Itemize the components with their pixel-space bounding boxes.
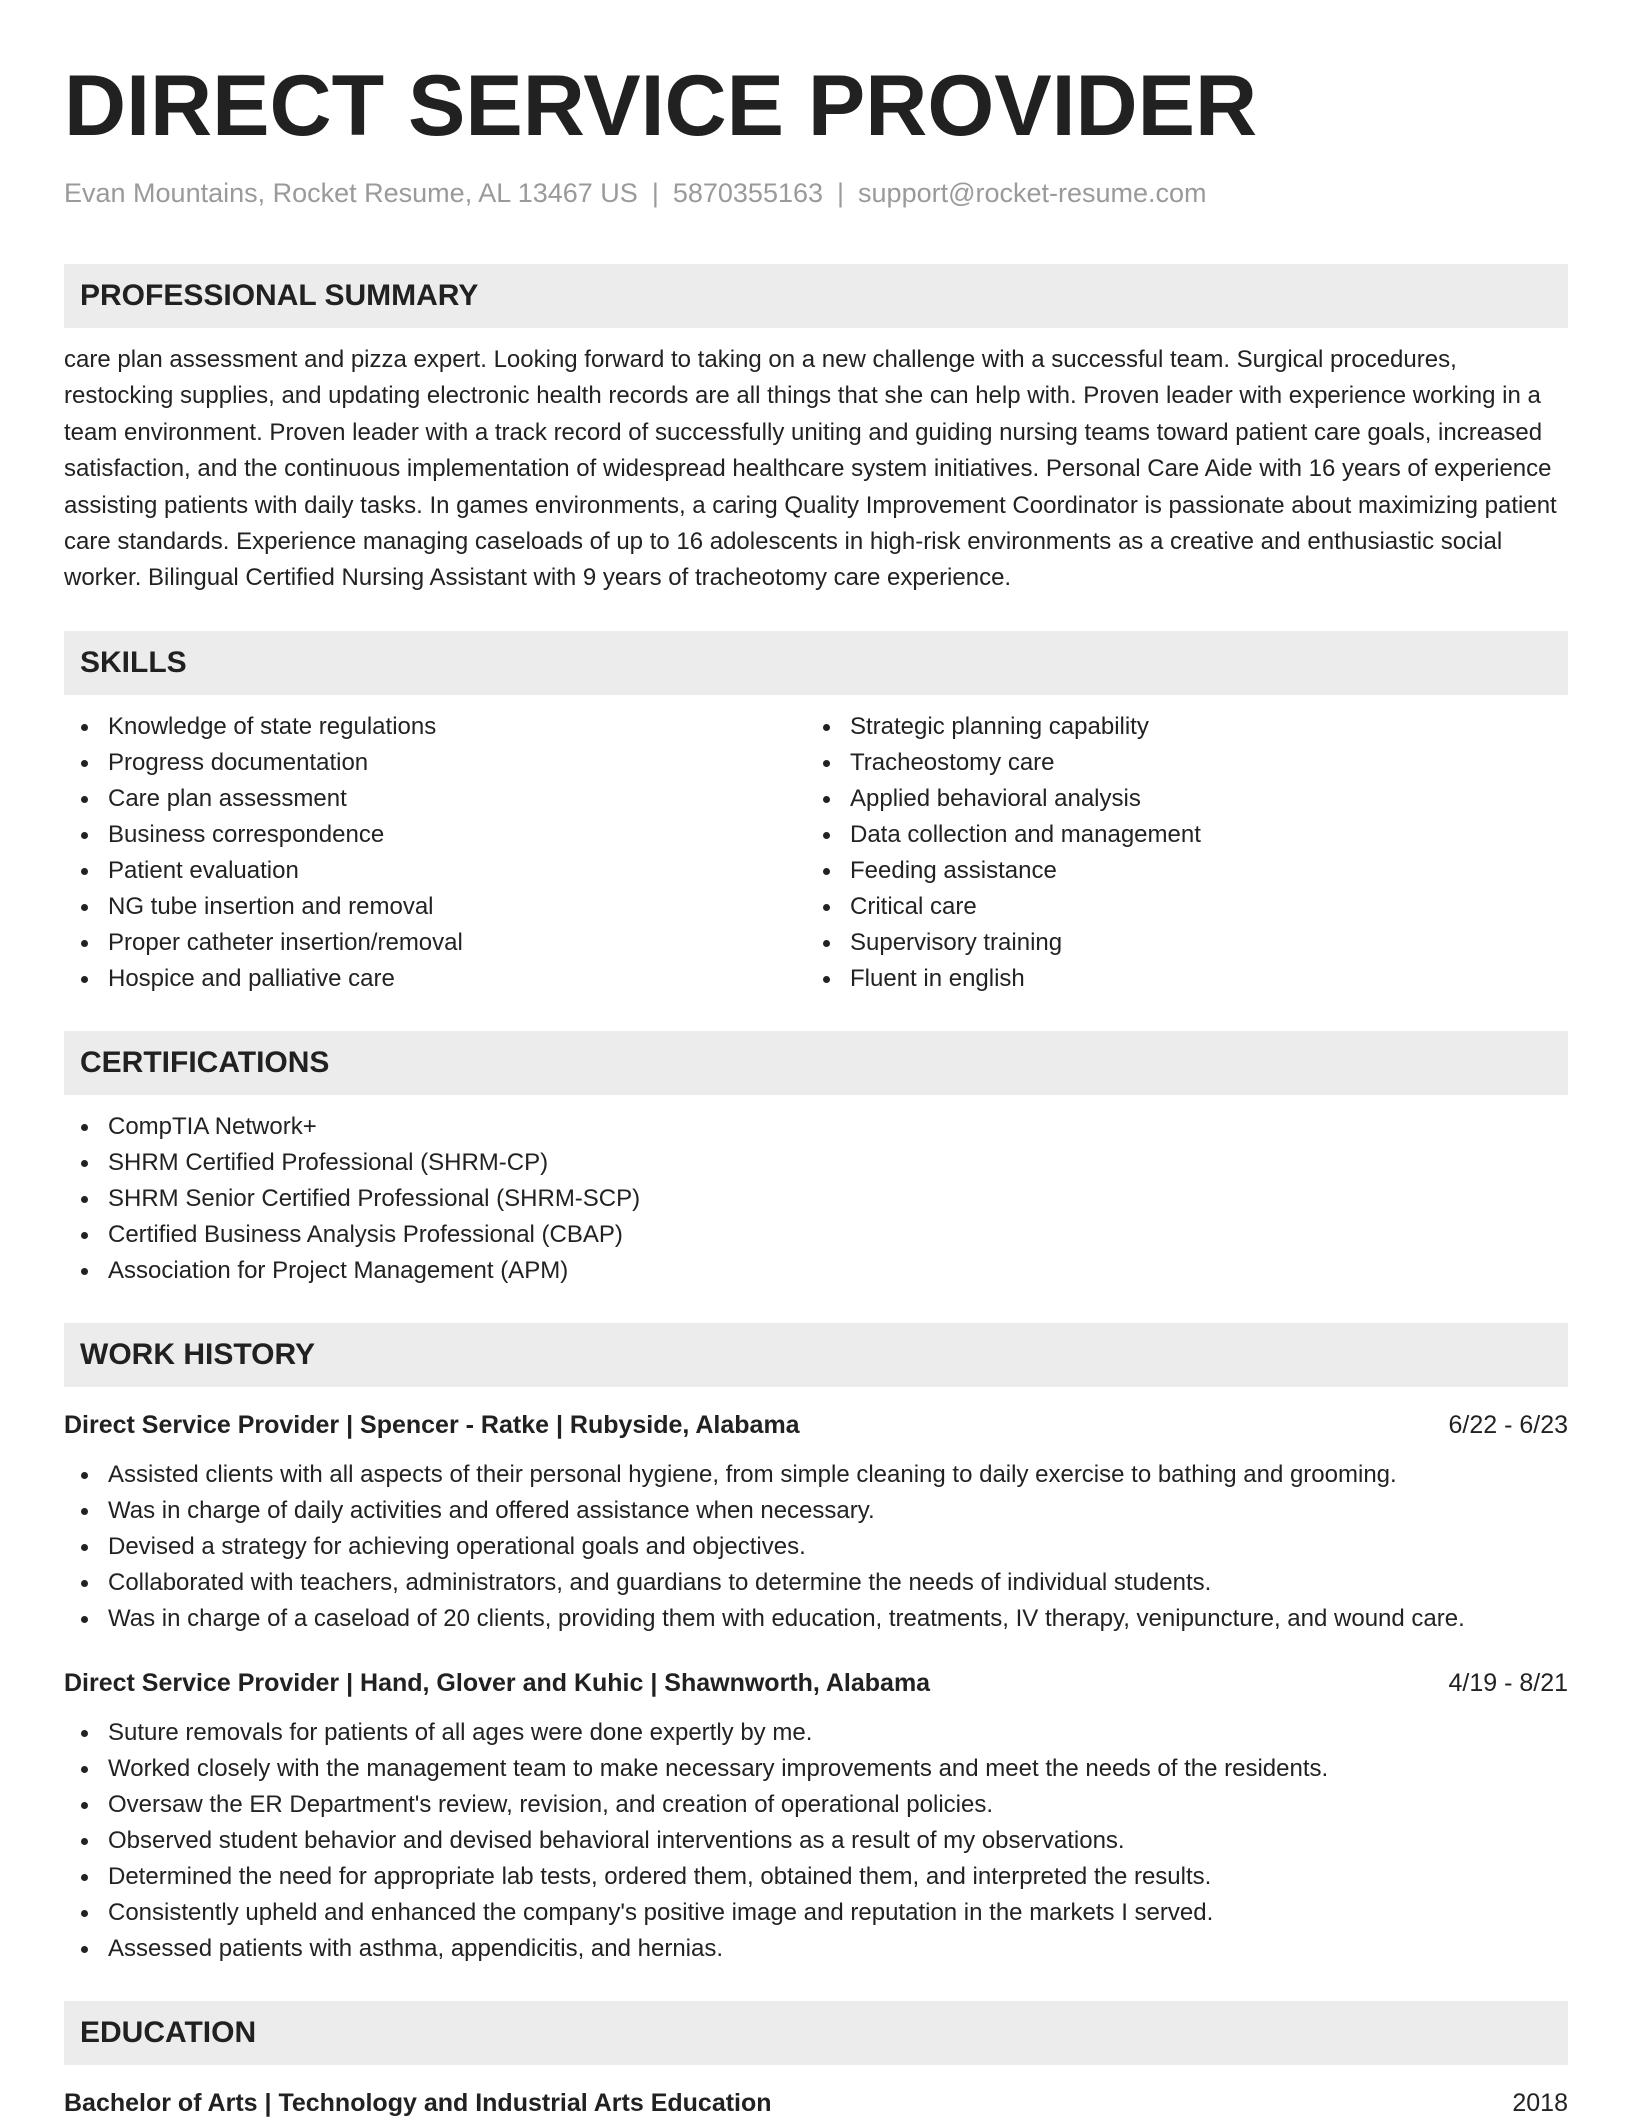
contact-separator: | bbox=[837, 178, 845, 208]
certification-item: SHRM Certified Professional (SHRM-CP) bbox=[64, 1145, 1568, 1181]
skill-item: Data collection and management bbox=[806, 817, 1548, 853]
resume-title: DIRECT SERVICE PROVIDER bbox=[64, 58, 1258, 154]
job-dates: 6/22 - 6/23 bbox=[1448, 1410, 1568, 1439]
section-header-skills: SKILLS bbox=[64, 631, 1568, 695]
skill-item: Knowledge of state regulations bbox=[64, 709, 806, 745]
skill-item: Strategic planning capability bbox=[806, 709, 1548, 745]
skill-item: Proper catheter insertion/removal bbox=[64, 925, 806, 961]
certifications-list bbox=[64, 1109, 1568, 1289]
contact-address: Evan Mountains, Rocket Resume, AL 13467 US bbox=[64, 178, 638, 208]
certification-item: SHRM Senior Certified Professional (SHRM-SCP) bbox=[64, 1181, 1568, 1217]
skill-item: Supervisory training bbox=[806, 925, 1548, 961]
job-bullet: Assessed patients with asthma, appendicitis, and hernias. bbox=[64, 1931, 1568, 1967]
job-bullets bbox=[64, 1457, 1568, 1637]
resume-page bbox=[64, 0, 1568, 2121]
job-bullet: Oversaw the ER Department's review, revision, and creation of operational policies. bbox=[64, 1787, 1568, 1823]
job-bullet: Collaborated with teachers, administrators, and guardians to determine the needs of individual students. bbox=[64, 1565, 1568, 1601]
skill-item: Business correspondence bbox=[64, 817, 806, 853]
education-year: 2018 bbox=[1512, 2088, 1568, 2117]
education-entry bbox=[64, 2085, 1568, 2121]
contact-separator: | bbox=[651, 178, 659, 208]
job-bullet: Suture removals for patients of all ages were done expertly by me. bbox=[64, 1715, 1568, 1751]
section-header-education: EDUCATION bbox=[64, 2001, 1568, 2065]
job-bullet: Worked closely with the management team to make necessary improvements and meet the needs of the residents. bbox=[64, 1751, 1568, 1787]
section-header-work-history: WORK HISTORY bbox=[64, 1323, 1568, 1387]
job-bullets bbox=[64, 1715, 1568, 1967]
job-bullet: Devised a strategy for achieving operational goals and objectives. bbox=[64, 1529, 1568, 1565]
certification-item: CompTIA Network+ bbox=[64, 1109, 1568, 1145]
skills-list-right bbox=[806, 709, 1548, 997]
contact-email: support@rocket-resume.com bbox=[858, 178, 1207, 208]
skill-item: Fluent in english bbox=[806, 961, 1548, 997]
skill-item: Progress documentation bbox=[64, 745, 806, 781]
skill-item: Applied behavioral analysis bbox=[806, 781, 1548, 817]
contact-phone: 5870355163 bbox=[672, 178, 824, 208]
job-bullet: Assisted clients with all aspects of their personal hygiene, from simple cleaning to daily exercise to bathing and grooming. bbox=[64, 1457, 1568, 1493]
job-dates: 4/19 - 8/21 bbox=[1448, 1668, 1568, 1697]
job-header bbox=[64, 1407, 1568, 1443]
summary-text: care plan assessment and pizza expert. Looking forward to taking on a new challenge with a successful team. Surgical procedures, restocking supplies, and updating electronic health records are all things that she can help with. Proven leader with experience working in a team environment. Proven leader with a track record of successfully uniting and guiding nursing teams toward patient care goals, increased satisfaction, and the continuous implementation of widespread healthcare system initiatives. Personal Care Aide with 16 years of experience assisting patients with daily tasks. In games environments, a caring Quality Improvement Coordinator is passionate about maximizing patient care standards. Experience managing caseloads of up to 16 adolescents in high-risk environments as a creative and enthusiastic social worker. Bilingual Certified Nursing Assistant with 9 years of tracheotomy care experience. bbox=[64, 346, 1557, 592]
certification-item: Association for Project Management (APM) bbox=[64, 1253, 1568, 1289]
job-bullet: Was in charge of daily activities and offered assistance when necessary. bbox=[64, 1493, 1568, 1529]
skills-list-left bbox=[64, 709, 806, 997]
skill-item: NG tube insertion and removal bbox=[64, 889, 806, 925]
skill-item: Tracheostomy care bbox=[806, 745, 1548, 781]
skill-item: Hospice and palliative care bbox=[64, 961, 806, 997]
section-header-summary: PROFESSIONAL SUMMARY bbox=[64, 264, 1568, 328]
job-header bbox=[64, 1665, 1568, 1701]
job-bullet: Consistently upheld and enhanced the company's positive image and reputation in the markets I served. bbox=[64, 1895, 1568, 1931]
education-title: Bachelor of Arts | Technology and Industrial Arts Education bbox=[64, 2088, 772, 2117]
job-title: Direct Service Provider | Spencer - Ratke | Rubyside, Alabama bbox=[64, 1410, 800, 1439]
job-bullet: Was in charge of a caseload of 20 clients, providing them with education, treatments, IV therapy, venipuncture, and wound care. bbox=[64, 1601, 1568, 1637]
job-title: Direct Service Provider | Hand, Glover and Kuhic | Shawnworth, Alabama bbox=[64, 1668, 931, 1697]
skill-item: Care plan assessment bbox=[64, 781, 806, 817]
job-bullet: Observed student behavior and devised behavioral interventions as a result of my observations. bbox=[64, 1823, 1568, 1859]
contact-line bbox=[64, 176, 1568, 210]
skill-item: Critical care bbox=[806, 889, 1548, 925]
skill-item: Patient evaluation bbox=[64, 853, 806, 889]
skill-item: Feeding assistance bbox=[806, 853, 1548, 889]
section-header-certifications: CERTIFICATIONS bbox=[64, 1031, 1568, 1095]
job-bullet: Determined the need for appropriate lab tests, ordered them, obtained them, and interpreted the results. bbox=[64, 1859, 1568, 1895]
skills-grid bbox=[64, 709, 1568, 997]
certification-item: Certified Business Analysis Professional (CBAP) bbox=[64, 1217, 1568, 1253]
